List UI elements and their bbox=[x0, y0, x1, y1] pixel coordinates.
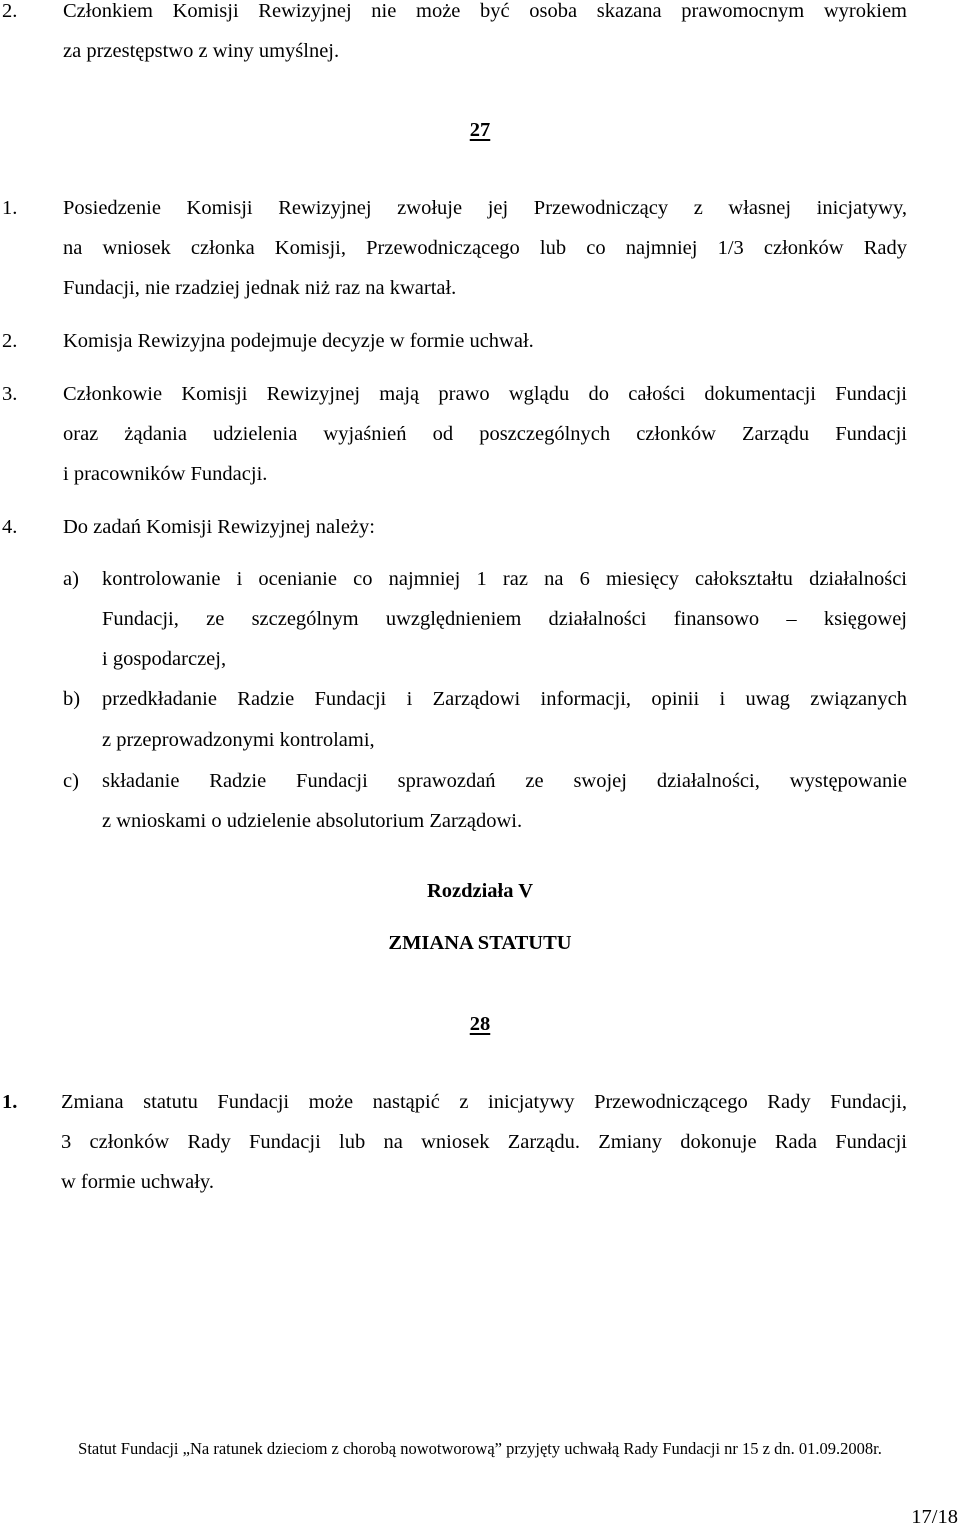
paragraph-line: Do zadań Komisji Rewizyjnej należy: bbox=[63, 516, 375, 538]
subitem-letter: b) bbox=[63, 688, 81, 710]
subitem-letter: a) bbox=[63, 568, 79, 590]
paragraph-line: z przeprowadzonymi kontrolami, bbox=[102, 729, 375, 751]
item-number: 1. bbox=[2, 197, 18, 219]
paragraph-line: Posiedzenie Komisji Rewizyjnej zwołuje jej Przewodniczący z własnej inicjatywy, bbox=[63, 197, 907, 219]
paragraph-line: i pracowników Fundacji. bbox=[63, 463, 268, 485]
page-footer: Statut Fundacji „Na ratunek dzieciom z chorobą nowotworową” przyjęty uchwałą Rady Fundacji nr 15 z dn. 01.09.2008r. bbox=[78, 1439, 882, 1458]
paragraph-line: Fundacji, nie rzadziej jednak niż raz na kwartał. bbox=[63, 277, 457, 299]
section-heading: 27 bbox=[469, 119, 491, 141]
paragraph-line: kontrolowanie i ocenianie co najmniej 1 raz na 6 miesięcy całokształtu działalności bbox=[102, 568, 907, 590]
section-heading: 28 bbox=[469, 1013, 491, 1035]
item-number: 4. bbox=[2, 516, 18, 538]
chapter-subtitle: ZMIANA STATUTU bbox=[388, 932, 572, 954]
subitem-letter: c) bbox=[63, 770, 79, 792]
paragraph-line: Członkiem Komisji Rewizyjnej nie może być osoba skazana prawomocnym wyrokiem bbox=[63, 0, 907, 22]
paragraph-line: Fundacji, ze szczególnym uwzględnieniem działalności finansowo – księgowej bbox=[102, 608, 907, 630]
item-number: 2. bbox=[2, 0, 18, 22]
paragraph-line: oraz żądania udzielenia wyjaśnień od poszczególnych członków Zarządu Fundacji bbox=[63, 423, 907, 445]
paragraph-line: składanie Radzie Fundacji sprawozdań ze swojej działalności, występowanie bbox=[102, 770, 907, 792]
paragraph-line: w formie uchwały. bbox=[61, 1171, 214, 1193]
paragraph-line: na wniosek członka Komisji, Przewodniczącego lub co najmniej 1/3 członków Rady bbox=[63, 237, 907, 259]
item-number: 3. bbox=[2, 383, 18, 405]
chapter-title: Rozdziała V bbox=[426, 880, 534, 902]
paragraph-line: z wnioskami o udzielenie absolutorium Zarządowi. bbox=[102, 810, 523, 832]
paragraph-line: Zmiana statutu Fundacji może nastąpić z inicjatywy Przewodniczącego Rady Fundacji, bbox=[61, 1091, 907, 1113]
paragraph-line: i gospodarczej, bbox=[102, 648, 227, 670]
item-number: 1. bbox=[2, 1091, 18, 1113]
paragraph-line: 3 członków Rady Fundacji lub na wniosek Zarządu. Zmiany dokonuje Rada Fundacji bbox=[61, 1131, 907, 1153]
paragraph-line: Członkowie Komisji Rewizyjnej mają prawo wglądu do całości dokumentacji Fundacji bbox=[63, 383, 907, 405]
paragraph-line: Komisja Rewizyjna podejmuje decyzje w formie uchwał. bbox=[63, 330, 534, 352]
paragraph-line: za przestępstwo z winy umyślnej. bbox=[63, 40, 340, 62]
paragraph-line: przedkładanie Radzie Fundacji i Zarządowi informacji, opinii i uwag związanych bbox=[102, 688, 907, 710]
page-number: 17/18 bbox=[911, 1506, 958, 1528]
item-number: 2. bbox=[2, 330, 18, 352]
